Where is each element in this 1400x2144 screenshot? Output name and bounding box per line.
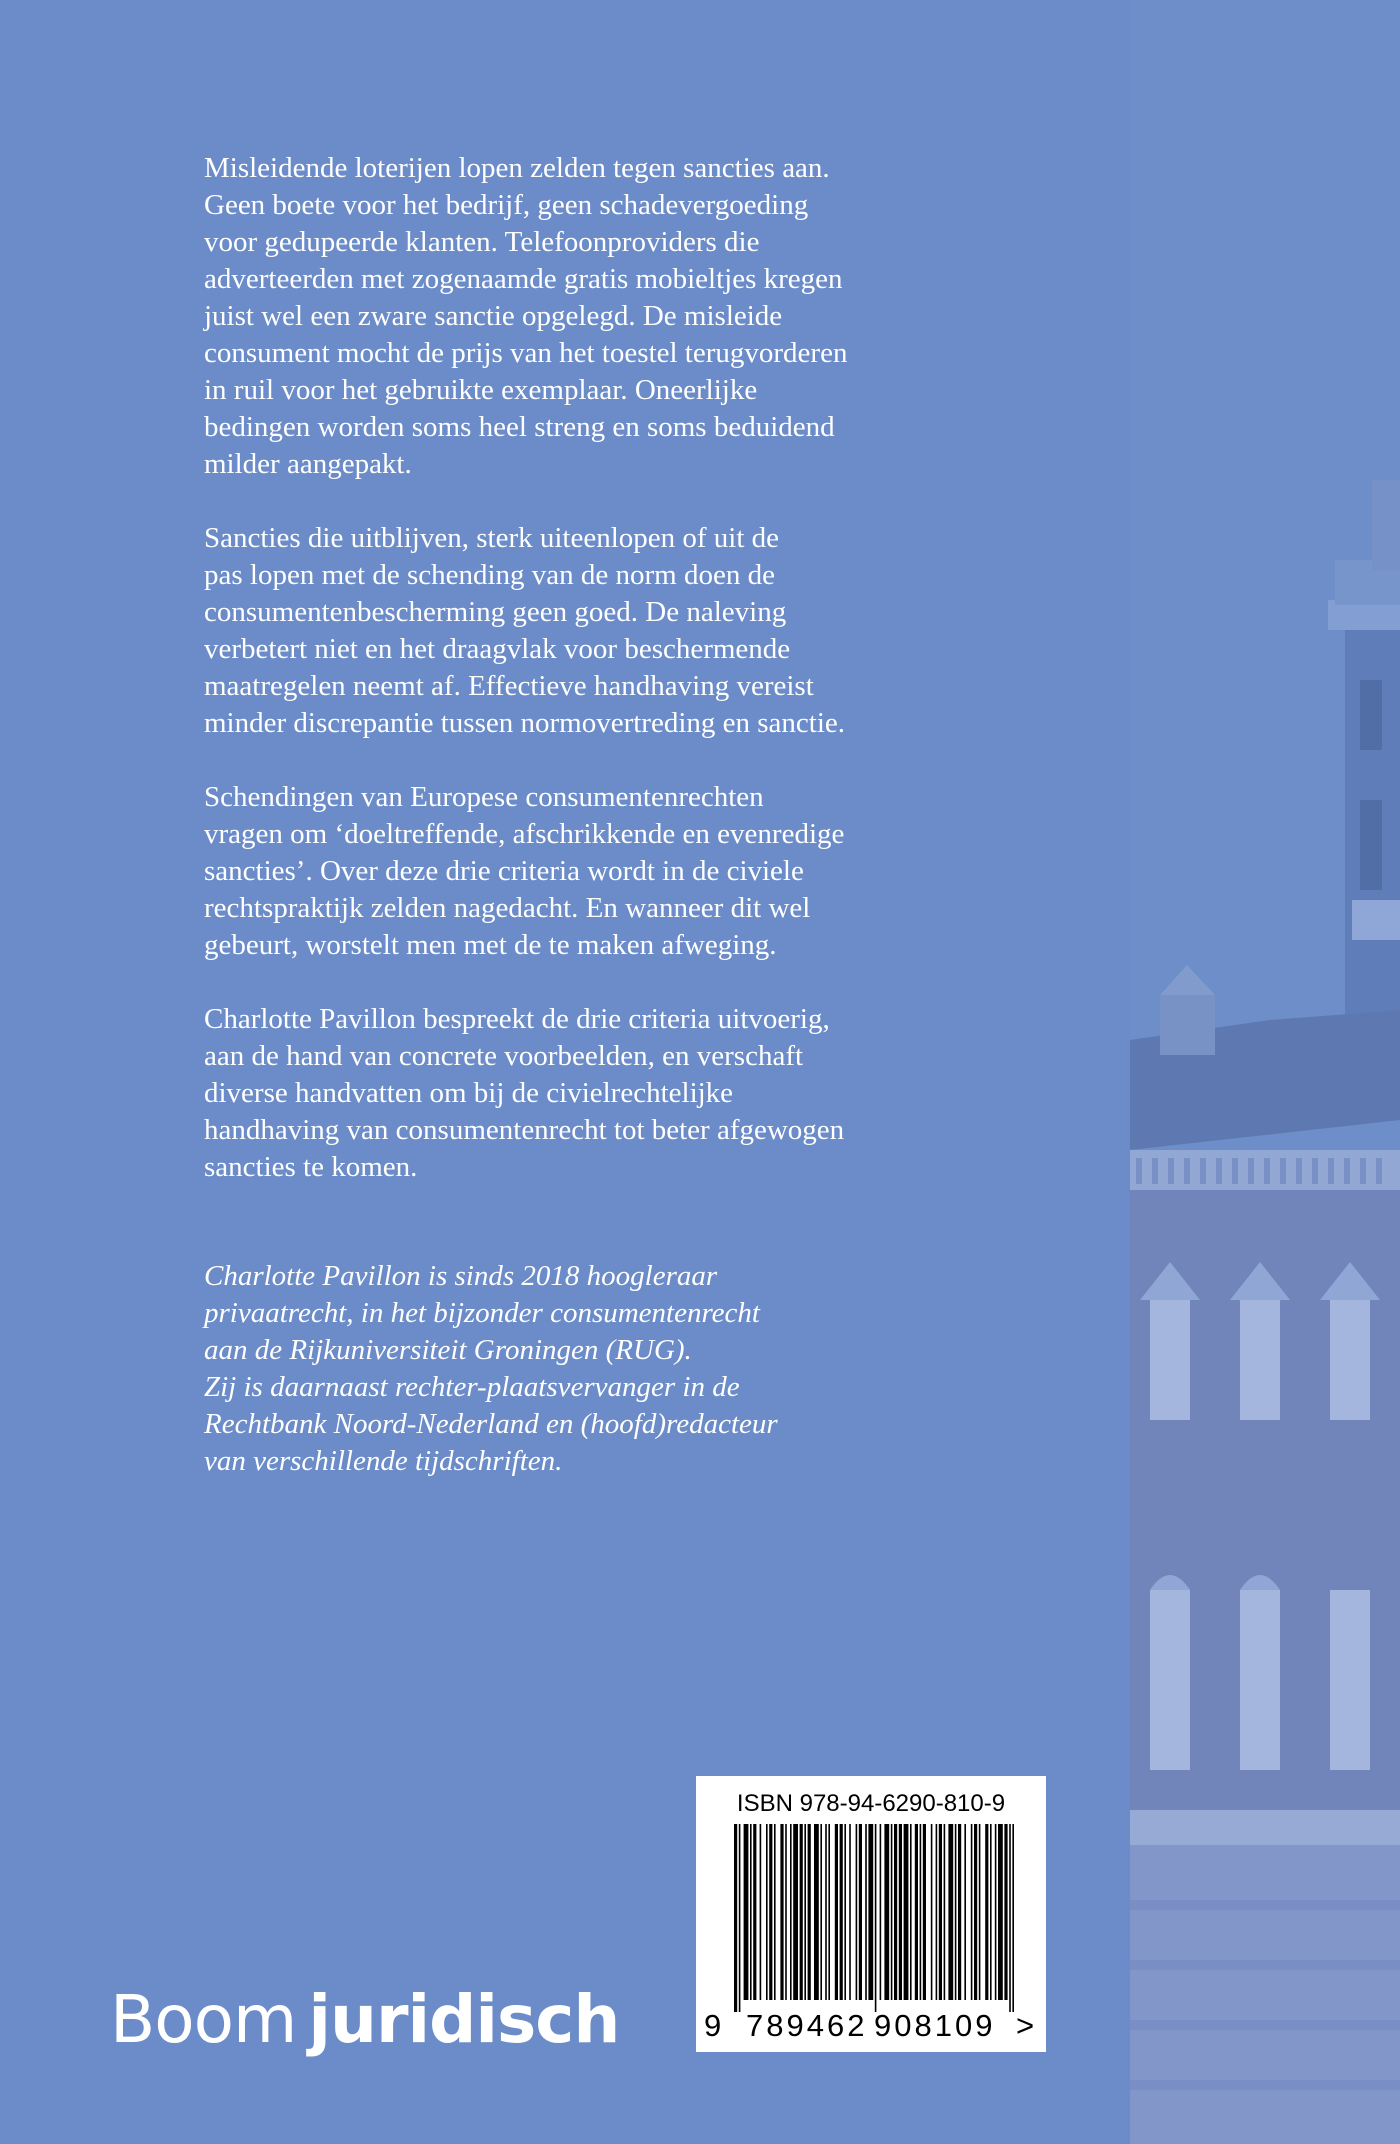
barcode-bar	[1012, 1824, 1014, 2012]
barcode-bar	[990, 1824, 992, 2000]
barcode-bar	[804, 1824, 806, 2000]
barcode-bar	[753, 1824, 756, 2000]
barcode-bar	[979, 1824, 981, 2000]
publisher-name-part2: juridisch	[308, 1981, 620, 2058]
author-bio: Charlotte Pavillon is sinds 2018 hoogleraar privaatrecht, in het bijzonder consumentenrecht aan de Rijkuniversiteit Groningen (RUG). Zij is daarnaast rechter-plaatsvervanger in de Rechtbank Noord-Nederland en (hoofd)redacteur van verschillende tijdschriften.	[204, 1260, 778, 1477]
barcode-bar	[880, 1824, 882, 2000]
barcode-bar	[820, 1824, 822, 2000]
publisher-name-part1: Boom	[110, 1981, 297, 2058]
building-illustration	[1130, 0, 1400, 2144]
barcode-bar	[995, 1824, 997, 2000]
publisher-logo	[110, 1980, 619, 2060]
blurb-paragraph-3: Schendingen van Europese consumentenrechten vragen om ‘doeltreffende, afschrikkende en evenredige sancties’. Over deze drie criteria wordt in de civiele rechtspraktijk zelden nagedacht. En wanneer dit wel gebeurt, worstelt men met de te maken afweging.	[204, 781, 845, 961]
barcode-bar	[939, 1824, 942, 2000]
barcode-bar	[875, 1824, 877, 2012]
barcode-bar	[828, 1824, 830, 2000]
barcode-bar	[884, 1824, 889, 2000]
barcode-bar	[865, 1824, 867, 2000]
isbn-label: ISBN 978-94-6290-810-9	[736, 1790, 1006, 1817]
barcode-bars	[734, 1824, 1014, 2012]
barcode-bar	[780, 1824, 783, 2000]
blurb-text	[204, 150, 924, 1223]
barcode-bar	[1009, 1824, 1011, 2012]
barcode-bar	[750, 1824, 752, 2000]
barcode-bar	[904, 1824, 909, 2000]
barcode-bar	[899, 1824, 902, 2000]
barcode-bar	[739, 1824, 741, 2012]
barcode-bar	[769, 1824, 772, 2000]
barcode-bar	[931, 1824, 933, 2000]
barcode-bar	[910, 1824, 912, 2000]
barcode-bar	[958, 1824, 961, 2000]
barcode-bar	[891, 1824, 893, 2000]
barcode-bar	[971, 1824, 973, 2000]
barcode-bar	[955, 1824, 957, 2000]
barcode-bar	[859, 1824, 862, 2000]
barcode-bar	[868, 1824, 873, 2000]
building-photo	[1130, 0, 1400, 2144]
barcode-bar	[774, 1824, 776, 2000]
barcode-bar	[808, 1824, 811, 2000]
barcode-bar	[734, 1824, 737, 2012]
barcode-bar	[920, 1824, 922, 2000]
barcode-bar	[800, 1824, 803, 2000]
barcode-digit-first: 9	[704, 2008, 722, 2043]
barcode-bar	[825, 1824, 827, 2000]
barcode-bar	[1004, 1824, 1007, 2000]
barcode-bar	[785, 1824, 787, 2000]
barcode-bar	[985, 1824, 988, 2000]
barcode-bar	[744, 1824, 749, 2000]
blurb-paragraph-4: Charlotte Pavillon bespreekt de drie criteria uitvoerig, aan de hand van concrete voorbeelden, en verschaft diverse handvatten om bij de civielrechtelijke handhaving van consumentenrecht tot beter afgewogen sancties te komen.	[204, 1003, 845, 1183]
barcode-bar	[793, 1824, 798, 2000]
barcode-bar	[923, 1824, 926, 2000]
blurb-paragraph-2: Sancties die uitblijven, sterk uiteenlopen of uit de pas lopen met de schending van de norm doen de consumentenbescherming geen goed. De naleving verbetert niet en het draagvlak voor beschermende maatregelen neemt af. Effectieve handhaving vereist minder discrepantie tussen normovertreding en sanctie.	[204, 522, 846, 739]
barcode-digits-right: 908109	[874, 2008, 996, 2043]
barcode-bar	[835, 1824, 838, 2000]
barcode-bar	[840, 1824, 843, 2000]
barcode-bar	[814, 1824, 819, 2000]
barcode-bar	[948, 1824, 953, 2000]
barcode-bar	[974, 1824, 977, 2000]
barcode-bar	[915, 1824, 918, 2000]
barcode-bar	[964, 1824, 966, 2000]
barcode-bar	[894, 1824, 897, 2000]
blurb-paragraph-1: Misleidende loterijen lopen zelden tegen sancties aan. Geen boete voor het bedrijf, geen schadevergoeding voor gedupeerde klanten. Telefoonproviders die adverteerden met zogenaamde gratis mobieltjes kregen juist wel een zware sanctie opgelegd. De misleide consument mocht de prijs van het toestel terugvorderen in ruil voor het gebruikte exemplaar. Oneerlijke bedingen worden soms heel streng en soms beduidend milder aangepakt.	[204, 152, 848, 480]
barcode-bar	[766, 1824, 768, 2000]
barcode-bar	[760, 1824, 762, 2000]
barcode-bar	[998, 1824, 1003, 2000]
isbn-barcode	[696, 1776, 1046, 2052]
barcode-digits-left: 789462	[746, 2008, 868, 2043]
barcode-bar	[844, 1824, 846, 2000]
barcode-bar	[944, 1824, 946, 2000]
barcode-bar	[936, 1824, 938, 2000]
barcode-bar	[856, 1824, 858, 2000]
barcode-bar	[790, 1824, 792, 2000]
barcode-arrow: >	[1016, 2008, 1035, 2043]
barcode-bar	[849, 1824, 851, 2000]
